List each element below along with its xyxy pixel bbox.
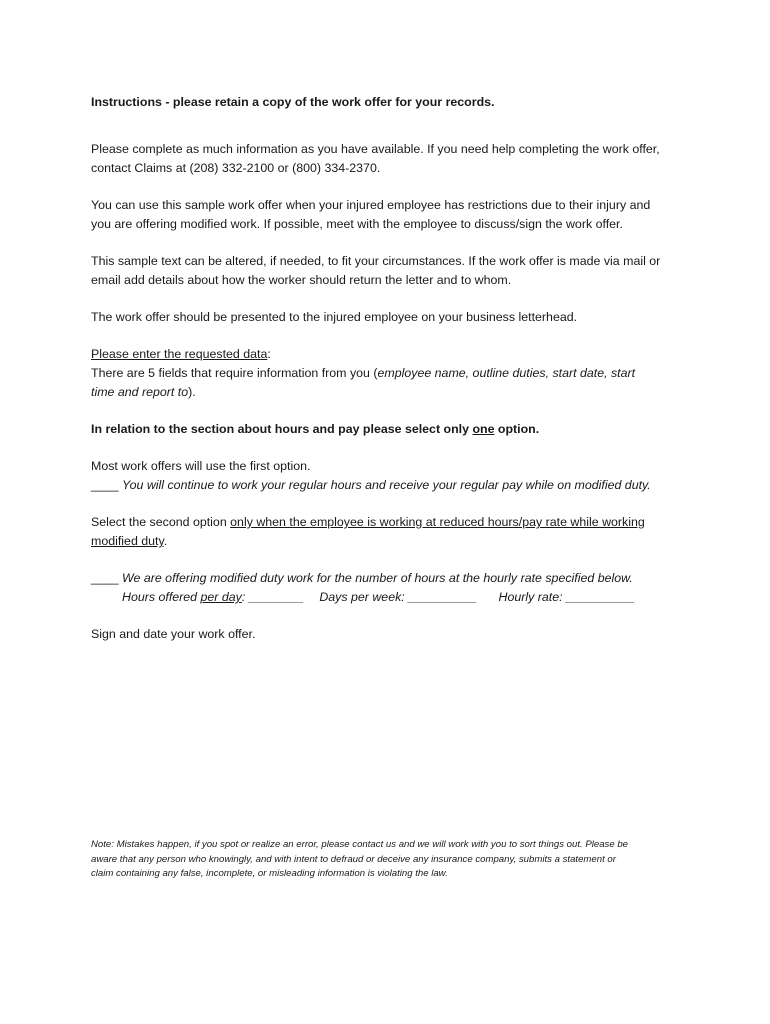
note-line-2: aware that any person who knowingly, and with intent to defraud or deceive any insurance company, submits a statement or [91, 853, 616, 865]
intro-line-1: Please complete as much information as you have available. If you need help completing the work offer, [91, 142, 660, 156]
hours-pay-heading [91, 420, 691, 439]
requested-fields-list: employee name, outline duties, start date, start [377, 366, 636, 380]
first-option-text: You will continue to work your regular hours and receive your regular pay while on modified duty. [122, 478, 651, 492]
disclaimer-note [91, 838, 691, 882]
first-option-blank: ____ [91, 478, 119, 492]
first-option-intro: Most work offers will use the first option. [91, 459, 311, 473]
hours-offered-blank: : ________ [241, 590, 304, 604]
sample-use-line-2: you are offering modified work. If possible, meet with the employee to discuss/sign the work offer. [91, 217, 623, 231]
first-option-paragraph [91, 457, 691, 495]
reduced-option-paragraph [91, 569, 691, 607]
hours-offered-per-day: per day [200, 590, 242, 604]
alter-line-1: This sample text can be altered, if needed, to fit your circumstances. If the work offer is made via mail or [91, 254, 661, 268]
requested-fields-list-end: time and report to [91, 385, 189, 399]
requested-data-colon: : [267, 347, 271, 361]
hourly-rate-field: Hourly rate: __________ [498, 590, 635, 604]
hours-pay-prefix: In relation to the section about hours and pay please select only [91, 422, 473, 436]
reduced-option-text: We are offering modified duty work for the number of hours at the hourly rate specified below. [122, 571, 633, 585]
requested-line-1-prefix: There are 5 fields that require information from you ( [91, 366, 378, 380]
document-body [91, 93, 691, 644]
days-per-week-field: Days per week: __________ [319, 590, 478, 604]
intro-line-2: contact Claims at (208) 332-2100 or (800) 334-2370. [91, 161, 381, 175]
second-option-condition-end: modified duty [91, 534, 164, 548]
note-line-3: claim containing any false, incomplete, or misleading information is violating the law. [91, 868, 448, 879]
hours-pay-one: one [472, 422, 495, 436]
intro-paragraph [91, 140, 691, 178]
sample-use-paragraph [91, 196, 691, 234]
reduced-option-fields [91, 590, 635, 604]
second-option-prefix: Select the second option [91, 515, 231, 529]
note-line-1: Note: Mistakes happen, if you spot or realize an error, please contact us and we will work with you to sort things out. Please be [91, 839, 628, 850]
alter-paragraph [91, 252, 691, 290]
second-option-suffix: . [163, 534, 168, 548]
requested-data-label: Please enter the requested data [91, 347, 268, 361]
hours-pay-suffix: option. [494, 422, 540, 436]
instructions-heading: Instructions - please retain a copy of the work offer for your records. [91, 95, 495, 109]
letterhead-paragraph: The work offer should be presented to the injured employee on your business letterhead. [91, 310, 578, 324]
requested-data-paragraph [91, 345, 691, 402]
second-option-condition: only when the employee is working at reduced hours/pay rate while working [230, 515, 645, 529]
hours-offered-label-prefix: Hours offered [122, 590, 201, 604]
alter-line-2: email add details about how the worker should return the letter and to whom. [91, 273, 512, 287]
second-option-paragraph [91, 513, 691, 551]
sample-use-line-1: You can use this sample work offer when your injured employee has restrictions due to their injury and [91, 198, 651, 212]
sign-instruction: Sign and date your work offer. [91, 627, 256, 641]
reduced-option-blank: ____ [91, 571, 119, 585]
requested-line-2-suffix: ). [188, 385, 196, 399]
